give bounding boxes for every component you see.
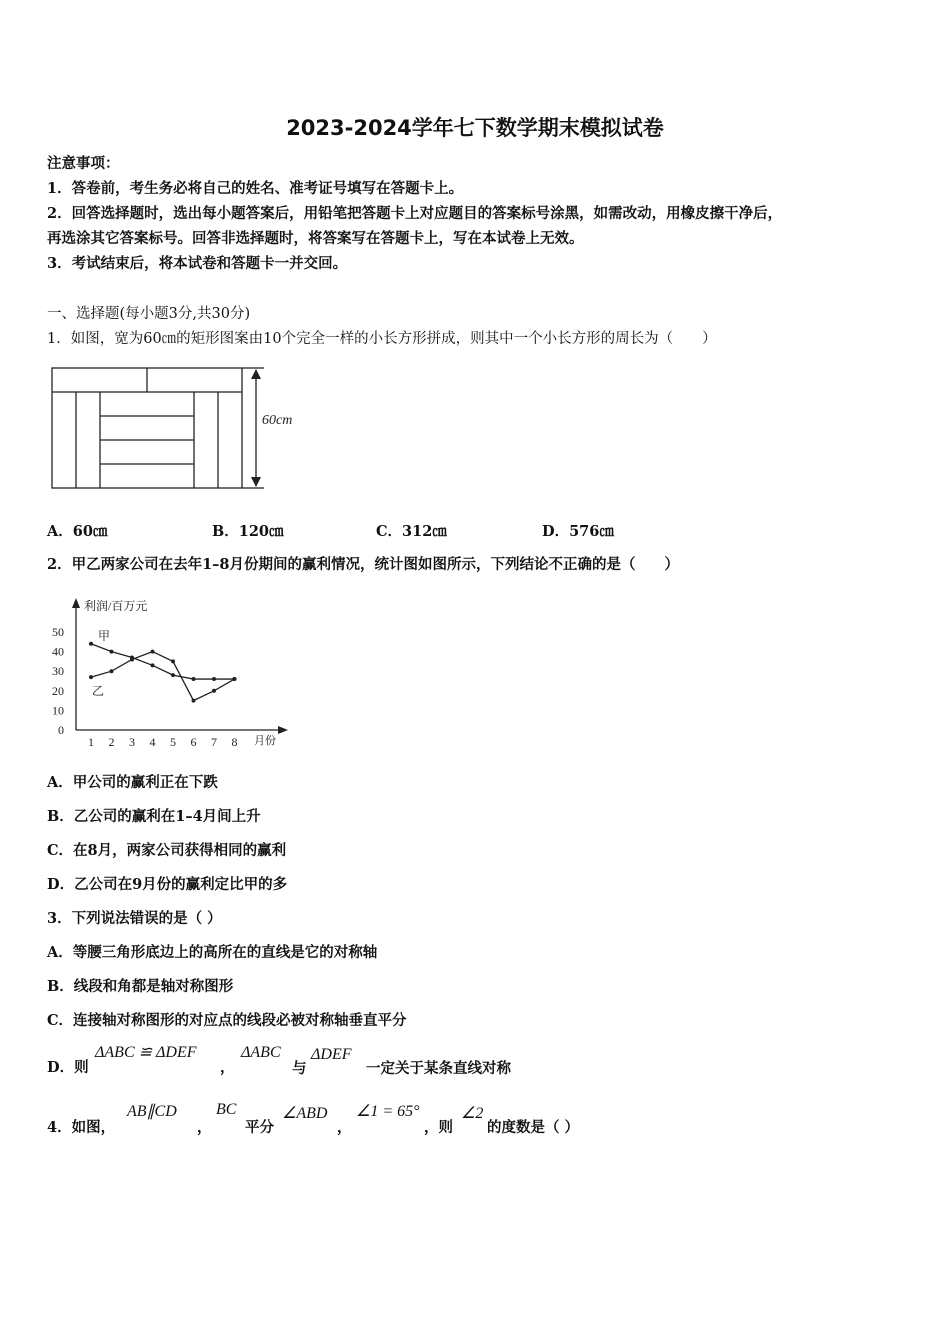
q3-congruence-math: ΔABC ≌ ΔDEF [95,1044,197,1061]
series-label-jia: 甲 [98,629,111,643]
q3-option-a: A．等腰三角形底边上的高所在的直线是它的对称轴 [47,944,378,961]
arrow-down-icon [251,477,261,487]
x-tick-label: 6 [190,735,197,749]
page-title: 2023-2024学年七下数学期末模拟试卷 [286,116,664,140]
series-line-yi [91,652,235,701]
q4-parallel-math: AB∥CD [127,1103,177,1120]
q1-rectangle-figure [46,362,306,494]
data-point [192,677,196,681]
y-tick-label: 30 [52,664,64,679]
data-point [212,689,216,693]
q4-bc-math: BC [216,1101,237,1118]
q1-option-d: D．576㎝ [542,523,614,540]
q3-stem: 3．下列说法错误的是（ ） [47,910,222,927]
q1-option-c: C．312㎝ [376,523,447,540]
q3-option-d-suffix: 一定关于某条直线对称 [366,1060,511,1077]
x-arrow-icon [278,726,288,734]
q1-option-a: A．60㎝ [47,523,108,540]
q3-triangle-def: ΔDEF [311,1046,352,1063]
x-tick-label: 7 [211,735,217,749]
q3-option-c: C．连接轴对称图形的对应点的线段必被对称轴垂直平分 [47,1012,407,1029]
data-point [212,677,216,681]
q3-option-d-prefix: D．则 [47,1059,89,1076]
q3-comma: ， [220,1059,235,1076]
y-tick-label: 40 [52,644,64,659]
y-axis-label: 利润/百万元 [84,599,148,613]
note-item: 3．考试结束后，将本试卷和答题卡一并交回。 [47,255,348,272]
x-tick-label: 8 [231,735,238,749]
profit-line-chart [42,592,302,752]
q4-suffix: 的度数是（ ） [487,1119,580,1136]
data-point [110,650,114,654]
section-heading: 一、选择题(每小题3分,共30分) [47,306,251,322]
q1-stem: 1．如图，宽为60㎝的矩形图案由10个完全一样的小长方形拼成，则其中一个小长方形的周长为（ ） [47,331,717,347]
y-tick-label: 0 [58,723,64,737]
arrow-up-icon [251,369,261,379]
q4-prefix: 4．如图， [47,1119,116,1136]
data-point [233,677,237,681]
data-point [151,663,155,667]
q4-angle2-math: ∠2 [461,1105,484,1122]
y-arrow-icon [72,598,80,608]
q3-and: 与 [292,1060,307,1077]
data-point [171,673,175,677]
x-axis-label: 月份 [254,735,276,747]
data-point [110,669,114,673]
y-tick-label: 20 [52,683,64,698]
data-point [151,650,155,654]
q4-then-text: ，则 [424,1119,453,1136]
x-tick-label: 1 [88,735,94,749]
note-item: 1．答卷前，考生务必将自己的姓名、准考证号填写在答题卡上。 [47,180,464,197]
x-tick-label: 5 [170,735,176,749]
q2-option-d: D．乙公司在9月份的赢利定比甲的多 [47,876,288,893]
q3-triangle-abc: ΔABC [241,1044,281,1061]
q4-angle1-math: ∠1 = 65° [356,1103,420,1120]
q4-angle-abd-math: ∠ABD [282,1105,328,1122]
note-item: 2．回答选择题时，选出每小题答案后，用铅笔把答题卡上对应题目的答案标号涂黑，如需改动，用橡皮擦干净后， [47,205,783,222]
q3-option-b: B．线段和角都是轴对称图形 [47,978,234,995]
data-point [130,657,134,661]
notes-heading: 注意事项： [47,155,120,172]
data-point [89,675,93,679]
q4-bisect-text: 平分 [245,1119,274,1136]
x-tick-label: 3 [129,735,135,749]
x-tick-label: 4 [149,735,156,749]
y-tick-label: 50 [52,625,64,639]
x-tick-label: 2 [108,735,115,749]
q2-option-c: C．在8月，两家公司获得相同的赢利 [47,842,287,859]
series-line-jia [91,644,235,679]
y-tick-label: 10 [52,703,64,718]
q2-option-b: B．乙公司的赢利在1–4月间上升 [47,808,261,825]
data-point [171,659,175,663]
series-label-yi: 乙 [92,684,105,698]
q2-stem: 2．甲乙两家公司在去年1–8月份期间的赢利情况，统计图如图所示，下列结论不正确的是（ ） [47,556,680,573]
q4-comma: ， [197,1119,212,1136]
q4-comma: ， [337,1119,352,1136]
q2-option-a: A．甲公司的赢利正在下跌 [47,774,218,791]
width-label: 60cm [262,413,293,428]
data-point [192,699,196,703]
data-point [89,642,93,646]
note-item: 再选涂其它答案标号。回答非选择题时，将答案写在答题卡上，写在本试卷上无效。 [47,230,584,247]
q1-option-b: B．120㎝ [212,523,284,540]
